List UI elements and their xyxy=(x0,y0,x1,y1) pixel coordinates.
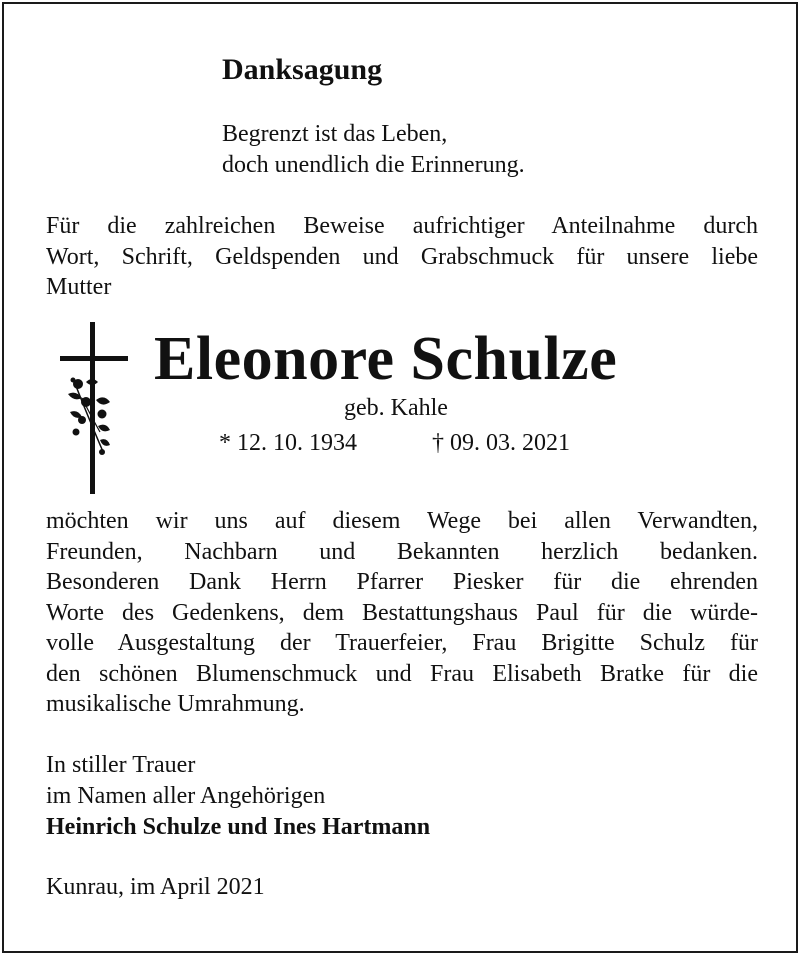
thanks-paragraph xyxy=(46,506,758,720)
intro-paragraph xyxy=(46,211,758,303)
thanks-line-5: volle Ausgestaltung der Trauerfeier, Frau Brigitte Schulz für xyxy=(46,630,758,656)
obituary-notice xyxy=(2,2,798,953)
death-date: † 09. 03. 2021 xyxy=(432,430,570,456)
thanks-line-1: möchten wir uns auf diesem Wege bei allen Verwandten, xyxy=(46,508,758,534)
birth-date: * 12. 10. 1934 xyxy=(219,430,357,456)
thanks-line-6: den schönen Blumenschmuck und Frau Elisabeth Bratke für die xyxy=(46,660,758,687)
closing-line-1: In stiller Trauer xyxy=(46,752,196,778)
intro-line-1: Für die zahlreichen Beweise aufrichtiger Anteilnahme durch xyxy=(46,213,758,239)
thanks-line-3: Besonderen Dank Herrn Pfarrer Piesker für die ehrenden xyxy=(46,569,758,595)
memorial-verse xyxy=(222,119,525,181)
thanks-line-2: Freunden, Nachbarn und Bekannten herzlich bedanken. xyxy=(46,538,758,565)
maiden-name: geb. Kahle xyxy=(344,395,448,421)
thanks-line-7: musikalische Umrahmung. xyxy=(46,691,305,717)
place-date: Kunrau, im April 2021 xyxy=(46,874,265,900)
thanks-line-4: Worte des Gedenkens, dem Bestattungshaus Paul für die würde- xyxy=(46,599,758,626)
notice-heading: Danksagung xyxy=(222,53,383,86)
verse-line-1: Begrenzt ist das Leben, xyxy=(222,121,448,147)
signatories: Heinrich Schulze und Ines Hartmann xyxy=(46,814,431,840)
cross-with-flowers-icon xyxy=(56,322,136,494)
intro-line-2: Wort, Schrift, Geldspenden und Grabschmuck für unsere liebe xyxy=(46,243,758,270)
deceased-name: Eleonore Schulze xyxy=(154,325,618,393)
intro-line-3: Mutter xyxy=(46,274,112,300)
closing-line-2: im Namen aller Angehörigen xyxy=(46,783,326,809)
verse-line-2: doch unendlich die Erinnerung. xyxy=(222,152,525,178)
closing-block xyxy=(46,750,430,843)
